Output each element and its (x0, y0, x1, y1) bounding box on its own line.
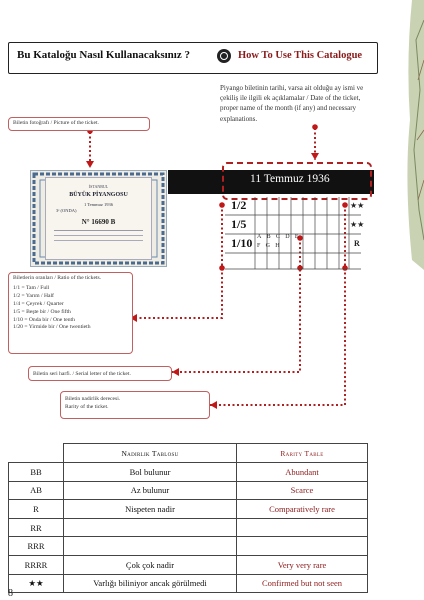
rarity-mark-r: R (354, 239, 360, 248)
ticket-title: BÜYÜK PİYANGOSU (69, 192, 128, 198)
table-cell-tr (64, 518, 237, 537)
callout-ratio (8, 272, 133, 354)
callout-rarity (60, 391, 210, 419)
table-cell-tr: Az bulunur (64, 481, 237, 500)
table-cell-tr: Nispeten nadir (64, 500, 237, 519)
rarity-table (8, 443, 368, 593)
ratio-item: 1/4 = Çeyrek / Quarter (13, 300, 64, 307)
serial-letter: B (266, 234, 276, 240)
ticket-face (45, 177, 152, 260)
table-cell-tr: Bol bulunur (64, 463, 237, 482)
table-cell-code: ★★ (9, 574, 64, 593)
ticket-city: İSTANBUL (88, 184, 109, 189)
table-cell-en: Confirmed but not seen (237, 574, 368, 593)
table-header-cell: Rarity Table (237, 444, 368, 463)
ratio-item: 1/5 = Beşte bir / One fifth (13, 308, 71, 315)
table-cell-code: RRR (9, 537, 64, 556)
serial-row-2 (257, 243, 285, 249)
table-cell-en: Scarce (237, 481, 368, 500)
table-cell-tr (64, 537, 237, 556)
table-cell-tr: Çok çok nadir (64, 555, 237, 574)
serial-letter: A (257, 234, 267, 240)
ratio-title: Biletlerin oranları / Ratio of the tickets. (13, 275, 102, 281)
ticket-fraction: 3ᵉ (ONDA) (56, 208, 77, 213)
table-header-row (9, 444, 368, 463)
table-cell-en (237, 518, 368, 537)
table-header-cell: Nadirlik Tablosu (64, 444, 237, 463)
ticket-number: N° 16690 B (81, 218, 116, 226)
page-number: 8 (8, 588, 13, 599)
table-row (9, 500, 368, 519)
table-cell-en: Abundant (237, 463, 368, 482)
serial-letter: D (285, 234, 295, 240)
table-cell-code: RR (9, 518, 64, 537)
table-row (9, 518, 368, 537)
table-cell-code: BB (9, 463, 64, 482)
ratio-item: 1/1 = Tam / Full (13, 284, 50, 291)
rarity-mark-stars: ★★ (350, 220, 365, 229)
ratio-item: 1/20 = Yirmide bir / One twentieth (13, 324, 91, 331)
ticket-image (30, 170, 167, 267)
header-title-en: How To Use This Catalogue (238, 50, 363, 61)
ticket-rule (54, 240, 143, 241)
ticket-rule (54, 235, 143, 236)
serial-row-1 (257, 234, 304, 240)
ratio-item: 1/10 = Onda bir / One tenth (13, 316, 75, 323)
table-row (9, 537, 368, 556)
ticket-rule (54, 230, 143, 231)
table-header-cell (9, 444, 64, 463)
rarity-mark-stars: ★★ (350, 201, 365, 210)
table-row (9, 481, 368, 500)
callout-serial: Biletin seri harfi. / Serial letter of the ticket. (28, 366, 172, 381)
fraction-fifth: 1/5 (231, 217, 247, 231)
serial-letter: E (294, 234, 304, 240)
table-cell-code: R (9, 500, 64, 519)
table-row (9, 555, 368, 574)
serial-letter: H (275, 243, 285, 249)
header-title-tr: Bu Kataloğu Nasıl Kullanacaksınız ? (17, 49, 190, 61)
table-row (9, 574, 368, 593)
table-row (9, 463, 368, 482)
rarity-callout-line1: Biletin nadirlik derecesi. (65, 396, 121, 402)
table-cell-en (237, 537, 368, 556)
date-text: 11 Temmuz 1936 (250, 173, 330, 185)
fraction-tenth: 1/10 (231, 236, 253, 250)
callout-picture: Biletin fotoğrafı / Picture of the ticket. (8, 117, 150, 131)
table-cell-code: AB (9, 481, 64, 500)
serial-letter: C (275, 234, 286, 240)
fraction-half: 1/2 (231, 198, 247, 212)
rarity-callout-line2: Rarity of the ticket. (65, 403, 109, 410)
table-cell-en: Very very rare (237, 555, 368, 574)
serial-letter: G (265, 243, 276, 249)
serial-letter: F (257, 243, 266, 249)
table-cell-en: Comparatively rare (237, 500, 368, 519)
table-cell-code: RRRR (9, 555, 64, 574)
table-cell-tr: Varlığı biliniyor ancak görülmedi (64, 574, 237, 593)
ticket-date: 1 Temmuz 1936 (83, 202, 114, 207)
intro-text: Piyango biletinin tarihi, varsa ait olduğu ay ismi ve çekiliş ile ilgili ek açıklamalar / Date of the ticket, proper name of the month (if any) and necessary explanations. (220, 84, 364, 123)
ratio-item: 1/2 = Yarım / Half (13, 292, 54, 299)
